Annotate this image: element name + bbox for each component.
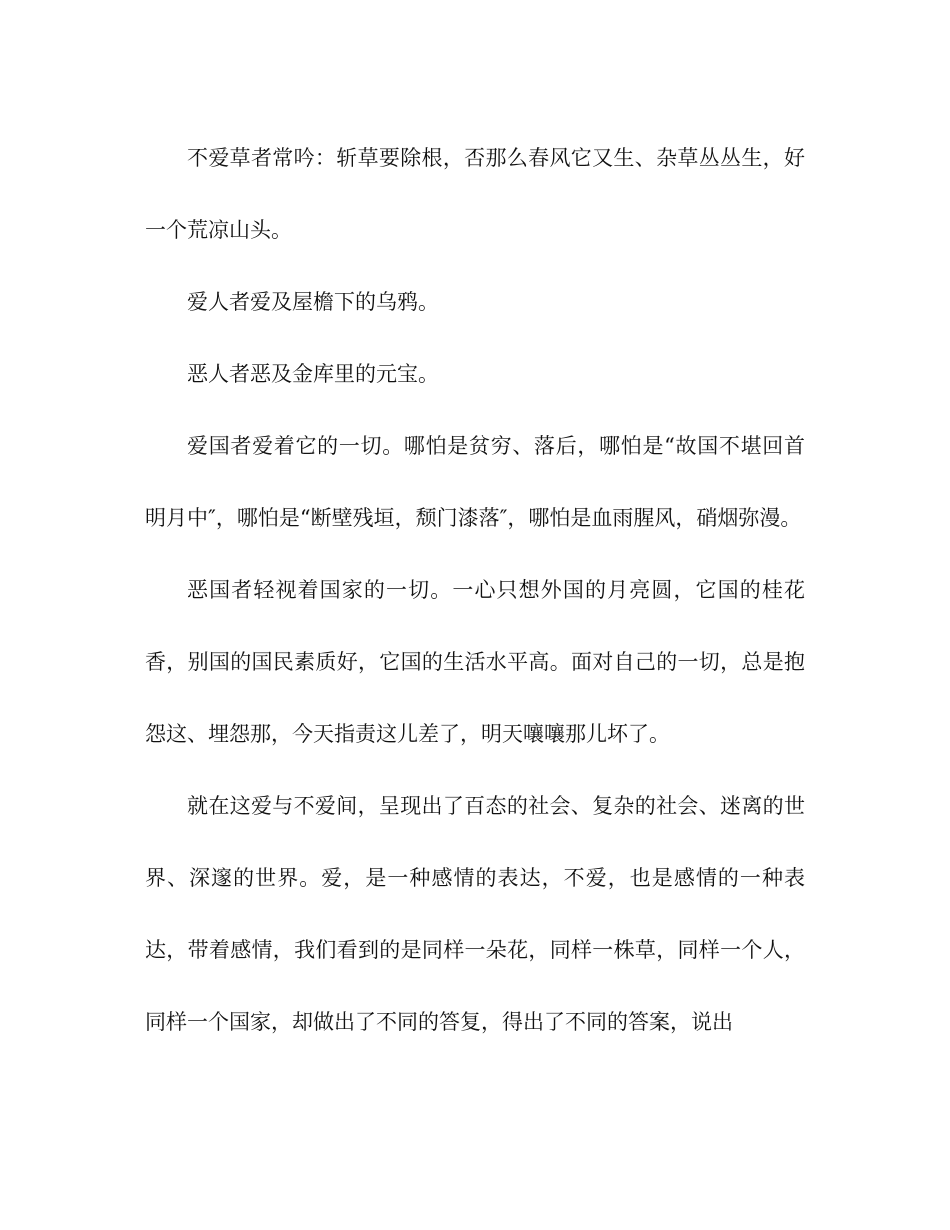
paragraph-4: 爱国者爱着它的一切。哪怕是贫穷、落后，哪怕是“故国不堪回首明月中″，哪怕是“断壁残垣，颓门漆落″，哪怕是血雨腥风，硝烟弥漫。	[145, 434, 805, 530]
paragraph-3: 恶人者恶及金库里的元宝。	[187, 362, 439, 386]
paragraph-2: 爱人者爱及屋檐下的乌鸦。	[187, 290, 439, 314]
paragraph-1: 不爱草者常吟：斩草要除根，否那么春风它又生、杂草丛丛生，好一个荒凉山头。	[145, 146, 805, 242]
document-body	[145, 122, 805, 1058]
paragraph-6: 就在这爱与不爱间，呈现出了百态的社会、复杂的社会、迷离的世界、深邃的世界。爱，是一种感情的表达，不爱，也是感情的一种表达，带着感情，我们看到的是同样一朵花，同样一株草，同样一个人，同样一个国家，却做出了不同的答复，得出了不同的答案，说出	[145, 794, 805, 1034]
paragraph-5: 恶国者轻视着国家的一切。一心只想外国的月亮圆，它国的桂花香，别国的国民素质好，它国的生活水平高。面对自己的一切，总是抱怨这、埋怨那，今天指责这儿差了，明天嚷嚷那儿坏了。	[145, 578, 805, 746]
